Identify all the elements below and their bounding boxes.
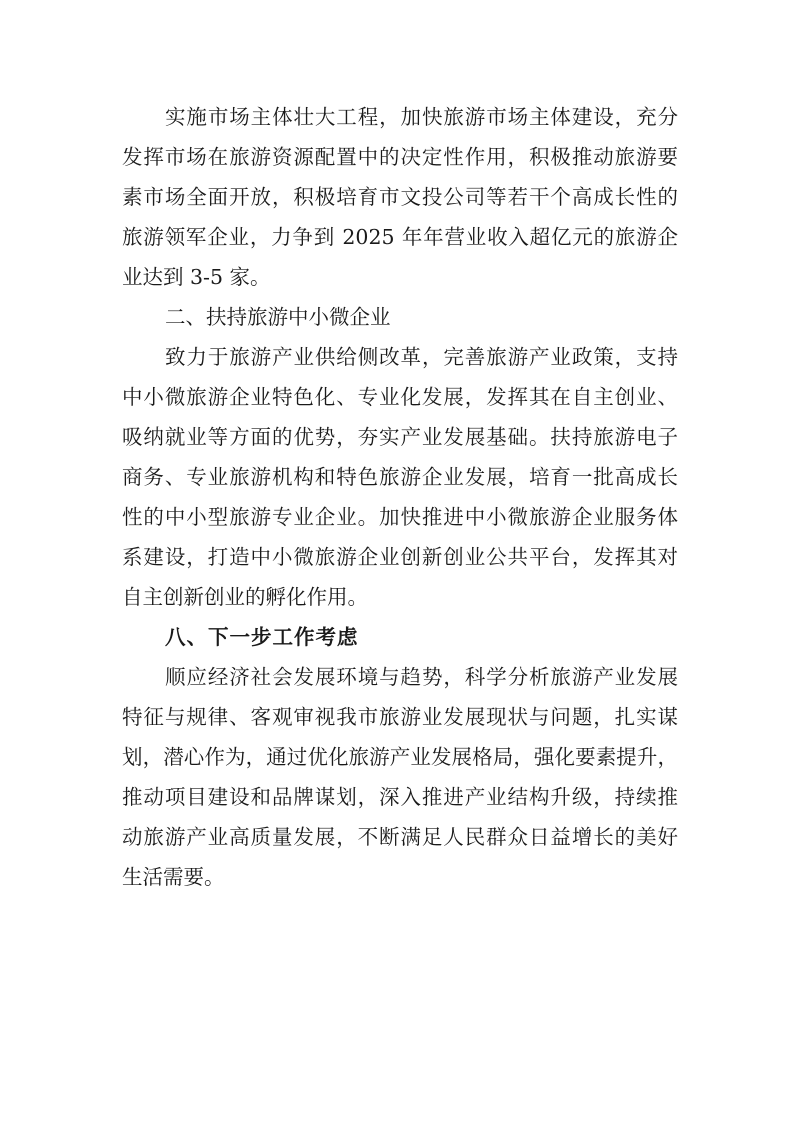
paragraph-line: 吸纳就业等方面的优势，夯实产业发展基础。扶持旅游电子 [122, 425, 678, 449]
paragraph-line: 顺应经济社会发展环境与趋势，科学分析旅游产业发展 [165, 665, 678, 689]
paragraph-line: 中小微旅游企业特色化、专业化发展，发挥其在自主创业、 [122, 385, 678, 409]
paragraph-line: 发挥市场在旅游资源配置中的决定性作用，积极推动旅游要 [122, 145, 678, 169]
paragraph-line: 划，潜心作为，通过优化旅游产业发展格局，强化要素提升， [122, 745, 678, 769]
paragraph-line: 推动项目建设和品牌谋划，深入推进产业结构升级，持续推 [122, 785, 678, 809]
paragraph-line: 业达到 3-5 家。 [122, 265, 271, 289]
paragraph-line: 商务、专业旅游机构和特色旅游企业发展，培育一批高成长 [122, 465, 678, 489]
paragraph-line: 实施市场主体壮大工程，加快旅游市场主体建设，充分 [165, 105, 678, 129]
section-heading: 八、下一步工作考虑 [165, 625, 359, 649]
paragraph-line: 性的中小型旅游专业企业。加快推进中小微旅游企业服务体 [122, 505, 678, 529]
paragraph-line: 生活需要。 [122, 865, 225, 889]
paragraph-line: 旅游领军企业，力争到 2025 年年营业收入超亿元的旅游企 [122, 225, 678, 249]
paragraph-line: 致力于旅游产业供给侧改革，完善旅游产业政策，支持 [165, 345, 678, 369]
paragraph-line: 动旅游产业高质量发展，不断满足人民群众日益增长的美好 [122, 825, 678, 849]
paragraph-line: 系建设，打造中小微旅游企业创新创业公共平台，发挥其对 [122, 545, 678, 569]
paragraph-line: 素市场全面开放，积极培育市文投公司等若干个高成长性的 [122, 185, 678, 209]
section-heading: 二、扶持旅游中小微企业 [165, 305, 391, 329]
paragraph-line: 特征与规律、客观审视我市旅游业发展现状与问题，扎实谋 [122, 705, 678, 729]
paragraph-line: 自主创新创业的孵化作用。 [122, 585, 368, 609]
